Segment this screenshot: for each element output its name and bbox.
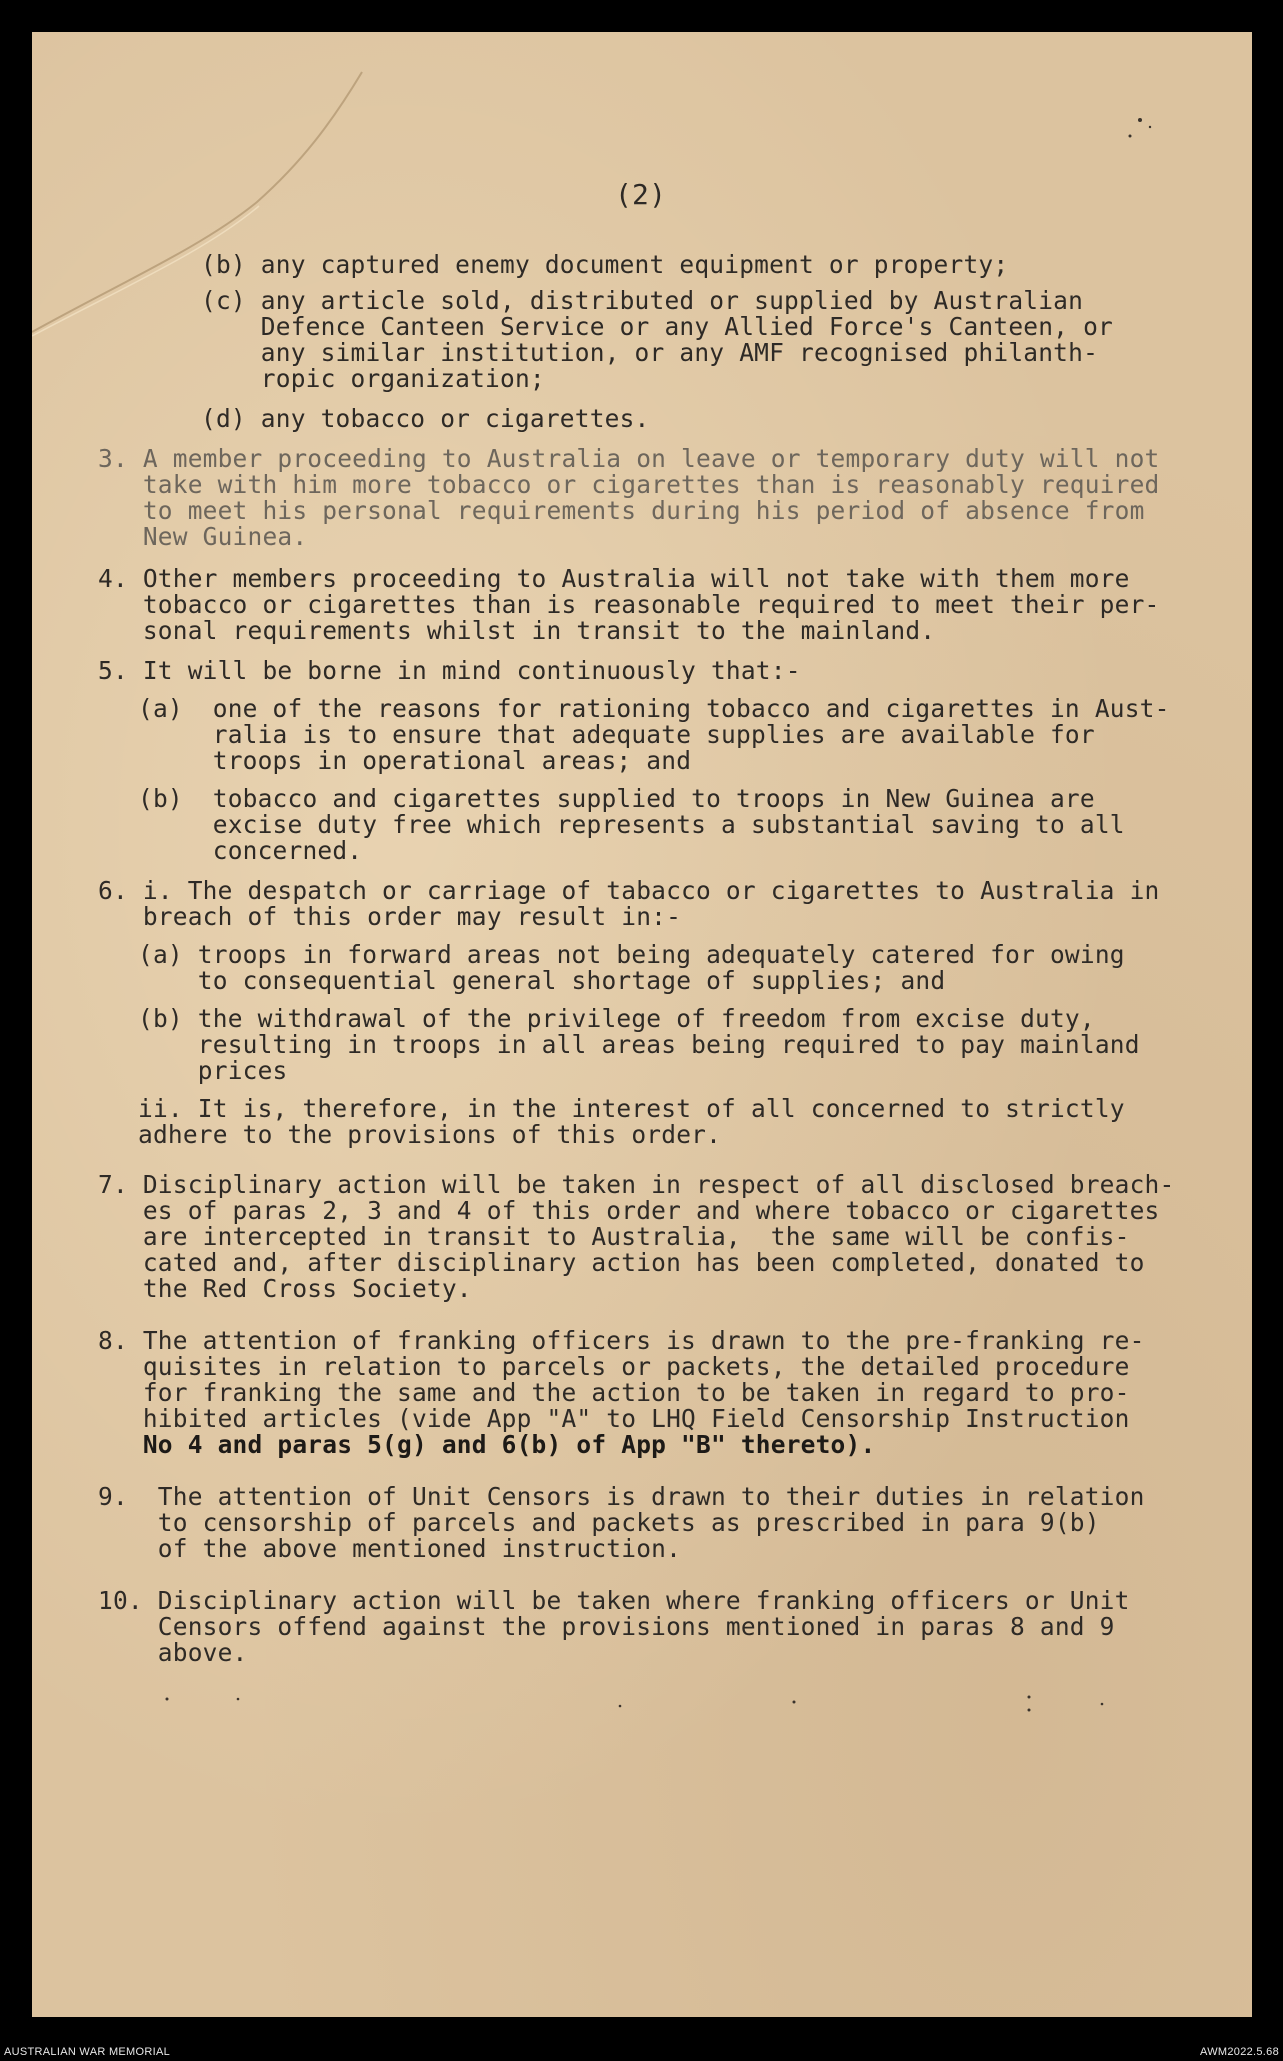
archive-credit: AUSTRALIAN WAR MEMORIAL — [4, 2046, 171, 2058]
para-7-line: es of paras 2, 3 and 4 of this order and where tobacco or cigarettes — [98, 1196, 1160, 1225]
para-3-line: New Guinea. — [98, 522, 308, 551]
para-7-line: are intercepted in transit to Australia, the same will be confis- — [98, 1222, 1130, 1251]
para-8-line: quisites in relation to parcels or packets, the detailed procedure — [98, 1352, 1130, 1381]
para-6a-line: (a) troops in forward areas not being adequately catered for owing — [138, 940, 1125, 969]
para-6b-line: prices — [138, 1056, 288, 1085]
para-8-line: No 4 and paras 5(g) and 6(b) of App "B" thereto). — [98, 1430, 876, 1459]
para-5a-line: ralia is to ensure that adequate supplies are available for — [138, 720, 1095, 749]
para-5b-line: (b) tobacco and cigarettes supplied to troops in New Guinea are — [138, 784, 1095, 813]
para-6-ii-line: ii. It is, therefore, in the interest of all concerned to strictly — [138, 1094, 1125, 1123]
para-4-line: sonal requirements whilst in transit to the mainland. — [98, 616, 936, 645]
item-b-line: (b) any captured enemy document equipment or property; — [201, 250, 1009, 279]
para-10-line: above. — [98, 1638, 248, 1667]
para-5b-line: concerned. — [138, 836, 363, 865]
item-d-line: (d) any tobacco or cigarettes. — [201, 404, 650, 433]
para-6-ii-line: adhere to the provisions of this order. — [138, 1120, 722, 1149]
para-8-line: 8. The attention of franking officers is drawn to the pre-franking re- — [98, 1326, 1145, 1355]
para-5b-line: excise duty free which represents a substantial saving to all — [138, 810, 1125, 839]
item-c-line: any similar institution, or any AMF recognised philanth- — [201, 338, 1099, 367]
para-4-line: 4. Other members proceeding to Australia will not take with them more — [98, 564, 1130, 593]
para-6-line: 6. i. The despatch or carriage of tabacco or cigarettes to Australia in — [98, 876, 1160, 905]
para-6b-line: resulting in troops in all areas being required to pay mainland — [138, 1030, 1140, 1059]
para-5a-line: troops in operational areas; and — [138, 746, 692, 775]
typed-text — [32, 32, 1252, 2017]
para-9-line: 9. The attention of Unit Censors is drawn to their duties in relation — [98, 1482, 1145, 1511]
document-page — [32, 32, 1252, 2017]
page-number: (2) — [615, 178, 667, 211]
item-c-line: (c) any article sold, distributed or supplied by Australian — [201, 286, 1084, 315]
para-3-line: take with him more tobacco or cigarettes than is reasonably required — [98, 470, 1160, 499]
para-7-line: the Red Cross Society. — [98, 1274, 472, 1303]
item-c-line: Defence Canteen Service or any Allied Force's Canteen, or — [201, 312, 1113, 341]
para-6a-line: to consequential general shortage of supplies; and — [138, 966, 946, 995]
para-9-line: to censorship of parcels and packets as prescribed in para 9(b) — [98, 1508, 1100, 1537]
para-6-line: breach of this order may result in:- — [98, 902, 682, 931]
para-4-line: tobacco or cigarettes than is reasonable required to meet their per- — [98, 590, 1160, 619]
item-c-line: ropic organization; — [201, 364, 545, 393]
para-7-line: cated and, after disciplinary action has been completed, donated to — [98, 1248, 1145, 1277]
para-9-line: of the above mentioned instruction. — [98, 1534, 682, 1563]
para-3-line: 3. A member proceeding to Australia on leave or temporary duty will not — [98, 444, 1160, 473]
para-6b-line: (b) the withdrawal of the privilege of freedom from excise duty, — [138, 1004, 1095, 1033]
para-3-line: to meet his personal requirements during his period of absence from — [98, 496, 1145, 525]
para-8-line: for franking the same and the action to be taken in regard to pro- — [98, 1378, 1130, 1407]
para-10-line: Censors offend against the provisions mentioned in paras 8 and 9 — [98, 1612, 1115, 1641]
para-5-line: 5. It will be borne in mind continuously that:- — [98, 656, 801, 685]
para-5a-line: (a) one of the reasons for rationing tobacco and cigarettes in Aust- — [138, 694, 1170, 723]
archive-reference: AWM2022.5.68 — [1199, 2046, 1279, 2058]
para-7-line: 7. Disciplinary action will be taken in respect of all disclosed breach- — [98, 1170, 1175, 1199]
para-10-line: 10. Disciplinary action will be taken where franking officers or Unit — [98, 1586, 1130, 1615]
para-8-line: hibited articles (vide App "A" to LHQ Field Censorship Instruction — [98, 1404, 1130, 1433]
